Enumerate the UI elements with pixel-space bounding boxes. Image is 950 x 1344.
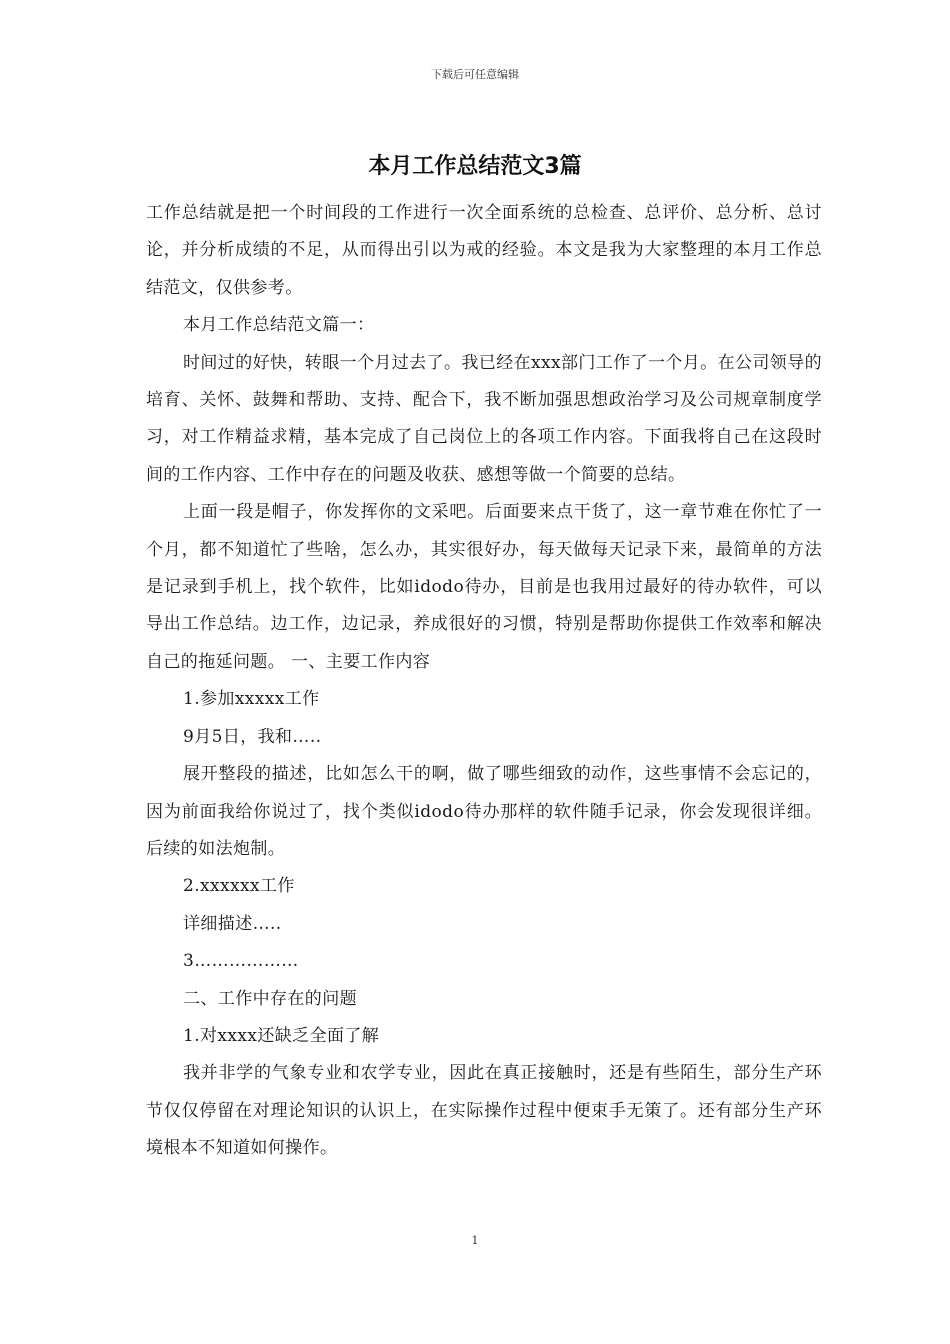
paragraph: 2.xxxxxx工作 [183,876,295,897]
paragraph: 详细描述….. [183,913,282,934]
page-header: 下载后可任意编辑 [431,68,519,81]
paragraph: 1.参加xxxxx工作 [183,689,320,710]
document-title: 本月工作总结范文3篇 [368,154,582,179]
paragraph: 1.对xxxx还缺乏全面了解 [183,1025,380,1046]
paragraph: 9月5日，我和….. [183,726,322,747]
page-number: 1 [471,1234,479,1247]
paragraph: 时间过的好快，转眼一个月过去了。我已经在xxx部门工作了一个月。在公司领导的培育、关怀、鼓舞和帮助、支持、配合下，我不断加强思想政治学习及公司规章制度学习，对工作精益求精，基本完成了自己岗位上的各项工作内容。下面我将自己在这段时间的工作内容、工作中存在的问题及收获、感想等做一个简要的总结。 [146,352,822,485]
document-body [146,195,822,1168]
paragraph: 本月工作总结范文篇一： [183,315,375,336]
paragraph: 上面一段是帽子，你发挥你的文采吧。后面要来点干货了，这一章节难在你忙了一个月，都不知道忙了些啥，怎么办，其实很好办，每天做每天记录下来，最简单的方法是记录到手机上，找个软件，比如idodo待办，目前是也我用过最好的待办软件，可以导出工作总结。边工作，边记录，养成很好的习惯，特别是帮助你提供工作效率和解决自己的拖延问题。 一、主要工作内容 [146,502,822,672]
paragraph: 3……………… [183,951,299,972]
paragraph: 我并非学的气象专业和农学专业，因此在真正接触时，还是有些陌生，部分生产环节仅仅停留在对理论知识的认识上，在实际操作过程中便束手无策了。还有部分生产环境根本不知道如何操作。 [146,1063,822,1159]
paragraph: 工作总结就是把一个时间段的工作进行一次全面系统的总检查、总评价、总分析、总讨论，并分析成绩的不足，从而得出引以为戒的经验。本文是我为大家整理的本月工作总结范文，仅供参考。 [146,203,822,298]
paragraph: 展开整段的描述，比如怎么干的啊，做了哪些细致的动作，这些事情不会忘记的，因为前面我给你说过了，找个类似idodo待办那样的软件随手记录，你会发现很详细。后续的如法炮制。 [146,764,822,859]
paragraph: 二、工作中存在的问题 [183,988,357,1009]
